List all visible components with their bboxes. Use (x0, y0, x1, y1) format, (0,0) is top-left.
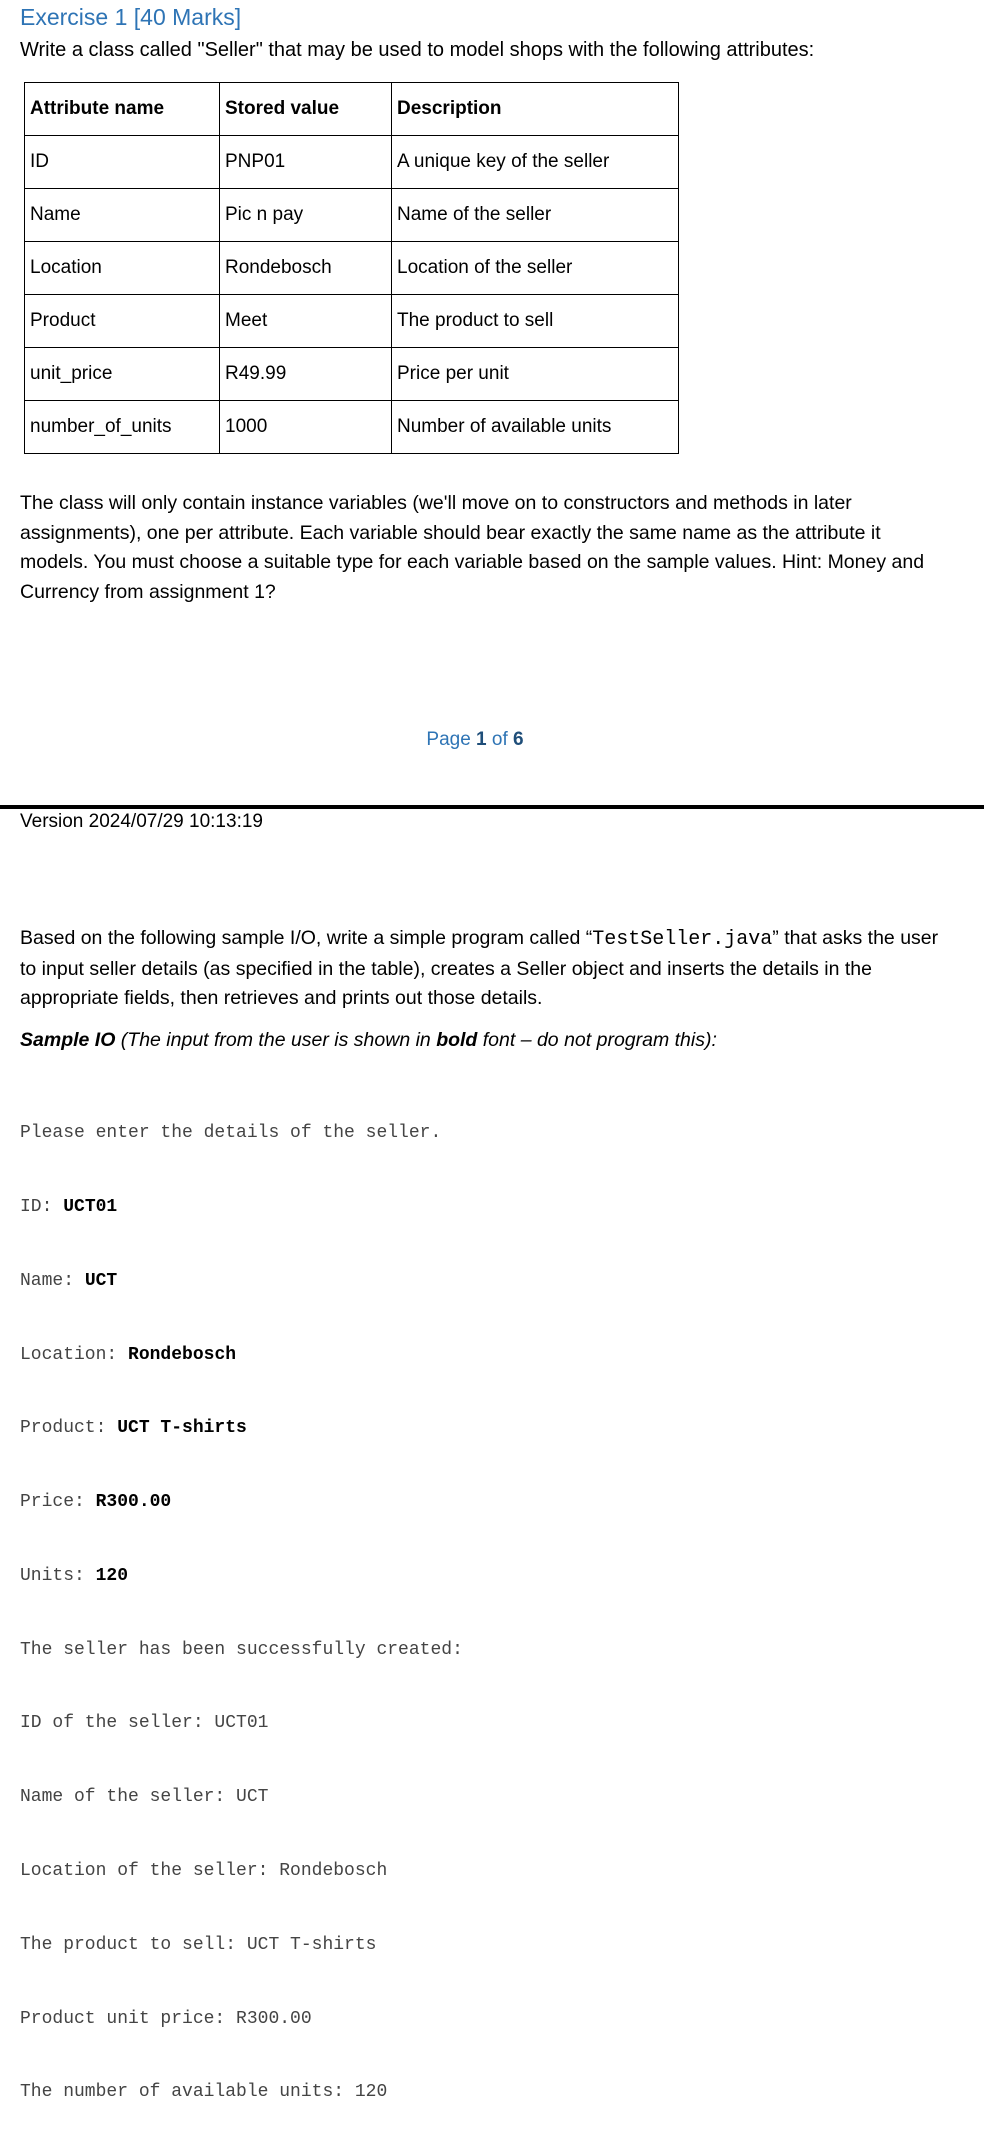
io-input: R300.00 (95, 1492, 172, 1513)
table-cell: R49.99 (220, 348, 392, 401)
table-cell: A unique key of the seller (392, 136, 679, 189)
io-prompt: Name of the seller: UCT (20, 1787, 269, 1808)
table-row (25, 401, 679, 454)
table-cell: Product (25, 295, 220, 348)
exercise-heading: Exercise 1 [40 Marks] (20, 4, 242, 30)
io-prompt: Price: (20, 1492, 96, 1513)
table-cell: Location of the seller (392, 242, 679, 295)
io-prompt: Name: (20, 1270, 85, 1291)
table-row (25, 295, 679, 348)
column-header: Stored value (220, 83, 392, 136)
sample-io-line (20, 1564, 463, 1589)
io-input: UCT T-shirts (117, 1418, 247, 1439)
table-cell: unit_price (25, 348, 220, 401)
table-cell: Rondebosch (220, 242, 392, 295)
io-prompt: The product to sell: UCT T-shirts (20, 1934, 377, 1955)
version-stamp: Version 2024/07/29 10:13:19 (20, 811, 263, 832)
table-cell: Pic n pay (220, 189, 392, 242)
sample-io-label (20, 1029, 717, 1052)
io-prompt: Location of the seller: Rondebosch (20, 1861, 388, 1881)
sample-io-line (20, 1785, 463, 1810)
io-prompt: The seller has been successfully created: (20, 1639, 463, 1660)
program-text-after: ” that asks the user to input seller details (as specified in the table), creates a Seller object and inserts the details in the appropriate fields, then retrieves and prints out those details. (20, 927, 939, 1009)
sample-io-line (20, 1490, 463, 1515)
table-cell: 1000 (220, 401, 392, 454)
program-paragraph (20, 924, 940, 1014)
page-number (0, 729, 950, 751)
sample-io-line (20, 1933, 463, 1958)
table-header-row (25, 83, 679, 136)
table-cell: Price per unit (392, 348, 679, 401)
io-prompt: Location: (20, 1344, 129, 1365)
page-of: of (486, 729, 514, 750)
table-row (25, 348, 679, 401)
io-prompt: Units: (20, 1565, 96, 1586)
sample-io-line (20, 1269, 463, 1294)
io-prompt: The number of available units: 120 (20, 2082, 388, 2103)
sample-io-bold-word: bold (436, 1029, 478, 1051)
table-cell: PNP01 (220, 136, 392, 189)
io-prompt: Please enter the details of the seller. (20, 1123, 442, 1144)
table-row (25, 242, 679, 295)
sample-io-line (20, 2007, 463, 2032)
sample-io-block (20, 1072, 463, 2130)
instructions-paragraph: The class will only contain instance variables (we'll move on to constructors and methods in later assignments), one per attribute. Each variable should bear exactly the same name as the attribute it models. You must choose a suitable type for each variable based on the sample values. Hint: Money and Currency from assignment 1? (20, 492, 925, 603)
io-prompt: Product: (20, 1418, 118, 1439)
table-cell: The product to sell (392, 295, 679, 348)
sample-io-note: (The input from the user is shown in (115, 1029, 437, 1051)
table-cell: Name (25, 189, 220, 242)
page-prefix: Page (426, 729, 477, 750)
table-cell: Meet (220, 295, 392, 348)
exercise-intro: Write a class called "Seller" that may be used to model shops with the following attributes: (20, 39, 815, 61)
sample-io-line (20, 1343, 463, 1368)
io-input: UCT01 (63, 1196, 118, 1217)
sample-io-line (20, 1711, 463, 1736)
table-row (25, 136, 679, 189)
sample-io-line (20, 1638, 463, 1663)
sample-io-line (20, 1121, 463, 1146)
column-header: Description (392, 83, 679, 136)
column-header: Attribute name (25, 83, 220, 136)
program-text-before: Based on the following sample I/O, write a simple program called “ (20, 927, 593, 949)
io-input: 120 (95, 1565, 129, 1586)
io-prompt: Product unit price: R300.00 (20, 2008, 312, 2029)
sample-io-title: Sample IO (20, 1029, 116, 1051)
attributes-table (24, 82, 679, 454)
table-cell: ID (25, 136, 220, 189)
sample-io-line (20, 1859, 463, 1884)
page-current: 1 (476, 729, 487, 750)
table-cell: Number of available units (392, 401, 679, 454)
sample-io-line (20, 2080, 463, 2105)
io-prompt: ID: (20, 1196, 64, 1217)
page-total: 6 (513, 729, 524, 750)
table-cell: Location (25, 242, 220, 295)
sample-io-note-end: font – do not program this): (477, 1029, 717, 1051)
io-input: Rondebosch (128, 1344, 237, 1365)
table-row (25, 189, 679, 242)
sample-io-line (20, 1416, 463, 1441)
table-cell: Name of the seller (392, 189, 679, 242)
program-filename: TestSeller.java (592, 928, 773, 951)
table-cell: number_of_units (25, 401, 220, 454)
io-input: UCT (84, 1270, 118, 1291)
io-prompt: ID of the seller: UCT01 (20, 1713, 269, 1734)
sample-io-line (20, 1195, 463, 1220)
page-divider (0, 805, 984, 809)
